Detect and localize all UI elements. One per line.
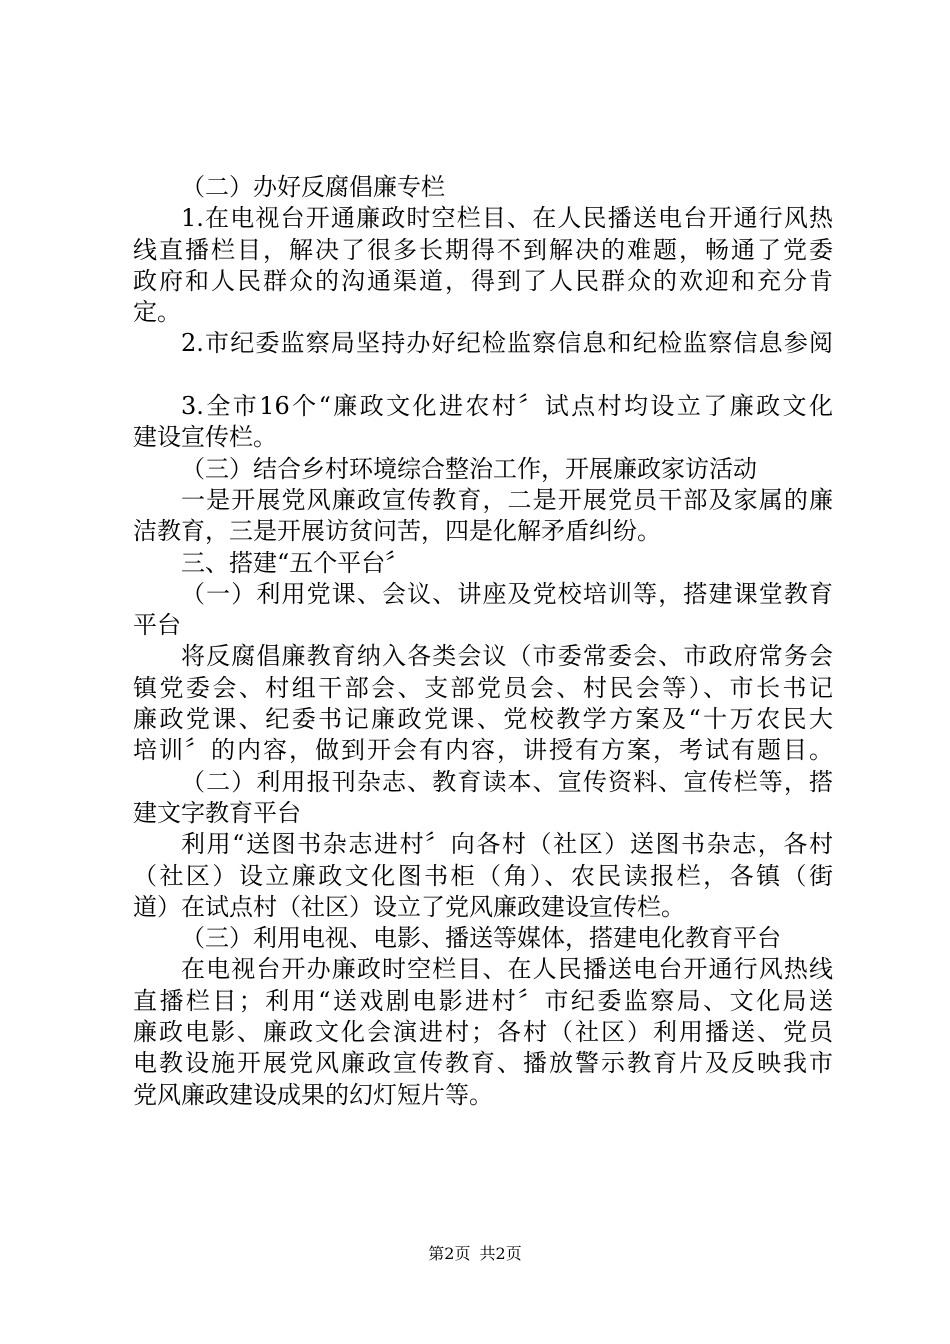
blank-line xyxy=(133,360,833,391)
text-line: 平台 xyxy=(133,611,181,640)
text-line: （社区）设立廉政文化图书柜（角）、农民读报栏，各镇（街 xyxy=(133,861,833,890)
text-line: 道）在试点村（社区）设立了党风廉政建设宣传栏。 xyxy=(133,892,685,921)
text-line: 党风廉政建设成果的幻灯短片等。 xyxy=(133,1080,493,1109)
text-line: 建文字教育平台 xyxy=(133,798,301,827)
text-line: 洁教育，三是开展访贫问苦，四是化解矛盾纠纷。 xyxy=(133,517,661,546)
page-total: 共2页 xyxy=(479,1244,522,1263)
text-line: 政府和人民群众的沟通渠道，得到了人民群众的欢迎和充分肯 xyxy=(133,266,833,295)
text-line: 一是开展党风廉政宣传教育，二是开展党员干部及家属的廉 xyxy=(181,485,833,514)
text-line: （二）利用报刊杂志、教育读本、宣传资料、宣传栏等，搭 xyxy=(181,767,833,796)
text-line: 建设宣传栏。 xyxy=(133,423,277,452)
page-number: 第2页 xyxy=(428,1244,471,1263)
text-line: 3.全市16个“廉政文化进农村〞试点村均设立了廉政文化 xyxy=(181,392,833,421)
text-line: 定。 xyxy=(133,298,181,327)
text-line: 在电视台开办廉政时空栏目、在人民播送电台开通行风热线 xyxy=(181,955,833,984)
document-body xyxy=(133,172,833,1111)
text-line: 2.市纪委监察局坚持办好纪检监察信息和纪检监察信息参阅 xyxy=(181,329,833,358)
text-line: 利用“送图书杂志进村〞向各村（社区）送图书杂志，各村 xyxy=(181,830,833,859)
text-line: 三、搭建“五个平台〞 xyxy=(181,548,410,577)
text-line: 线直播栏目，解决了很多长期得不到解决的难题，畅通了党委 xyxy=(133,235,833,264)
text-line: 1.在电视台开通廉政时空栏目、在人民播送电台开通行风热 xyxy=(181,204,833,233)
text-line: 直播栏目；利用“送戏剧电影进村〞市纪委监察局、文化局送 xyxy=(133,986,833,1015)
text-line: 镇党委会、村组干部会、支部党员会、村民会等）、市长书记 xyxy=(133,673,833,702)
text-line: 电教设施开展党风廉政宣传教育、播放警示教育片及反映我市 xyxy=(133,1049,833,1078)
text-line: （三）结合乡村环境综合整治工作，开展廉政家访活动 xyxy=(181,454,757,483)
text-line: 廉政党课、纪委书记廉政党课、党校教学方案及“十万农民大 xyxy=(133,705,833,734)
text-line: 廉政电影、廉政文化会演进村；各村（社区）利用播送、党员 xyxy=(133,1018,833,1047)
text-line: （二）办好反腐倡廉专栏 xyxy=(181,173,445,201)
text-line: 培训〞的内容，做到开会有内容，讲授有方案，考试有题目。 xyxy=(133,736,833,765)
text-line: 将反腐倡廉教育纳入各类会议（市委常委会、市政府常务会 xyxy=(181,642,833,671)
text-line: （三）利用电视、电影、播送等媒体，搭建电化教育平台 xyxy=(181,924,781,953)
text-line: （一）利用党课、会议、讲座及党校培训等，搭建课堂教育 xyxy=(181,579,833,608)
page-footer xyxy=(0,1242,950,1266)
